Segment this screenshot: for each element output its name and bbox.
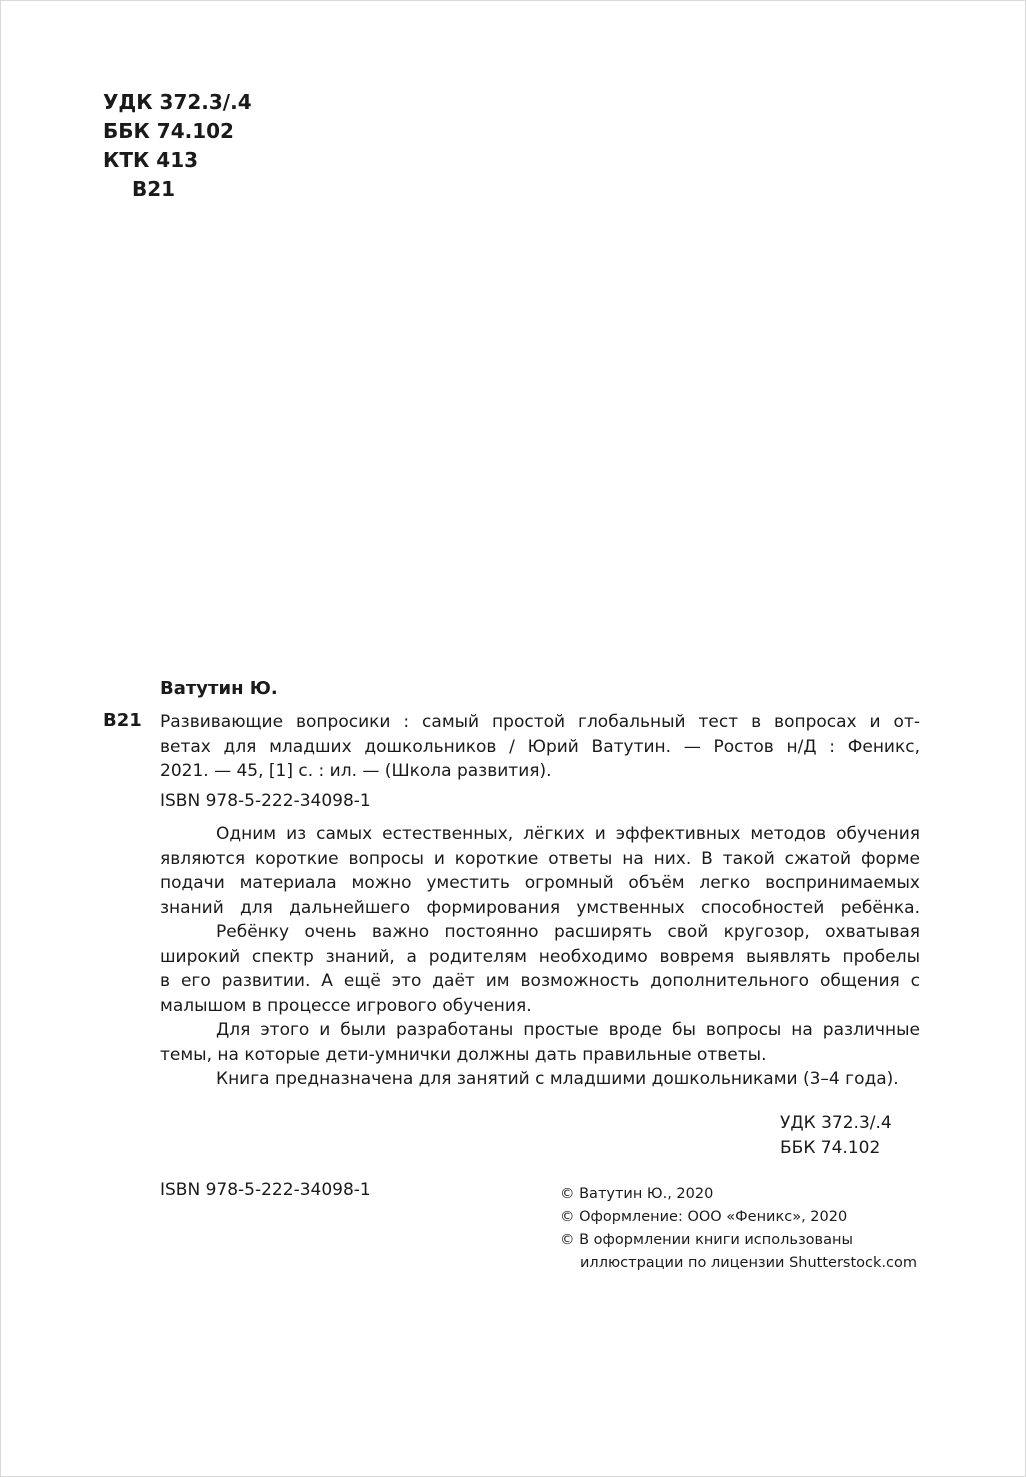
copyright-design: © Оформление: ООО «Феникс», 2020 bbox=[560, 1209, 848, 1225]
record-line: Развивающие вопросики : самый простой глобальный тест в вопросах и от- bbox=[160, 712, 920, 732]
annotation-line: являются короткие вопросы и короткие ответы на них. В такой сжатой форме bbox=[160, 848, 920, 869]
footer-isbn: ISBN 978-5-222-34098-1 bbox=[160, 1180, 371, 1200]
bbk-code: ББК 74.102 bbox=[103, 119, 234, 143]
footer-bbk-code: ББК 74.102 bbox=[780, 1138, 881, 1158]
ktk-code: КТК 413 bbox=[103, 148, 199, 172]
copyright-illustrations-license: иллюстрации по лицензии Shutterstock.com bbox=[580, 1255, 917, 1271]
copyright-author: © Ватутин Ю., 2020 bbox=[560, 1186, 714, 1202]
annotation-line: малышом в процессе игрового обучения. bbox=[160, 995, 532, 1016]
classification-block bbox=[103, 88, 252, 204]
udk-code: УДК 372.3/.4 bbox=[103, 90, 252, 114]
annotation-line: подачи материала можно уместить огромный объём легко воспринимаемых bbox=[160, 873, 920, 893]
footer-udk-code: УДК 372.3/.4 bbox=[780, 1113, 892, 1133]
record-isbn: ISBN 978-5-222-34098-1 bbox=[160, 791, 371, 811]
footer-codes bbox=[780, 1111, 892, 1161]
author-sigla: В21 bbox=[132, 177, 176, 201]
annotation-line: Для этого и были разработаны простые вроде бы вопросы на различные bbox=[216, 1020, 920, 1040]
record-sigla: В21 bbox=[103, 710, 142, 731]
copyright-illustrations: © В оформлении книги использованы bbox=[560, 1232, 853, 1248]
annotation bbox=[160, 822, 920, 1092]
annotation-line: Ребёнку очень важно постоянно расширять свой кругозор, охватывая bbox=[216, 922, 920, 942]
annotation-line: Одним из самых естественных, лёгких и эффективных методов обучения bbox=[216, 824, 920, 844]
annotation-line: широкий спектр знаний, а родителям необходимо вовремя выявлять пробелы bbox=[160, 946, 920, 967]
annotation-line: темы, на которые дети-умнички должны дать правильные ответы. bbox=[160, 1044, 767, 1065]
annotation-line: в его развитии. А ещё это даёт им возможность дополнительного общения с bbox=[160, 971, 920, 991]
record-line: ветах для младших дошкольников / Юрий Ватутин. — Ростов н/Д : Феникс, bbox=[160, 736, 920, 757]
copyright-block bbox=[560, 1183, 917, 1275]
record-line: 2021. — 45, [1] с. : ил. — (Школа развития). bbox=[160, 761, 552, 781]
annotation-line: знаний для дальнейшего формирования умственных способностей ребёнка. bbox=[160, 897, 920, 918]
bibliographic-record bbox=[160, 710, 920, 784]
record-author: Ватутин Ю. bbox=[160, 678, 278, 699]
annotation-line: Книга предназначена для занятий с младшими дошкольниками (3–4 года). bbox=[216, 1069, 899, 1089]
